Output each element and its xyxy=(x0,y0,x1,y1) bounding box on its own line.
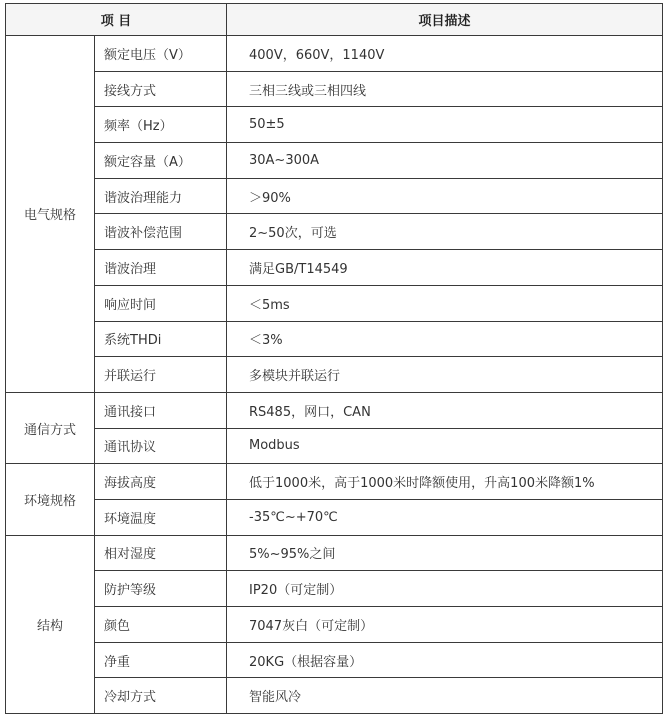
item-cell: 通讯协议 xyxy=(95,428,227,464)
table-row xyxy=(6,499,663,535)
table-row xyxy=(6,392,663,428)
category-cell: 环境规格 xyxy=(6,464,95,535)
header-item: 项 目 xyxy=(6,4,227,36)
header-row xyxy=(6,4,663,36)
description-cell: Modbus xyxy=(227,428,663,464)
description-cell: 多模块并联运行 xyxy=(227,357,663,393)
description-cell: 低于1000米，高于1000米时降额使用，升高100米降额1% xyxy=(227,464,663,500)
table-row xyxy=(6,464,663,500)
spec-body xyxy=(6,36,663,714)
category-cell: 电气规格 xyxy=(6,36,95,393)
table-row xyxy=(6,36,663,72)
description-cell: 20KG（根据容量） xyxy=(227,642,663,678)
table-row xyxy=(6,321,663,357)
description-cell: RS485，网口，CAN xyxy=(227,392,663,428)
description-cell: 智能风冷 xyxy=(227,678,663,714)
table-row xyxy=(6,71,663,107)
item-cell: 接线方式 xyxy=(95,71,227,107)
item-cell: 颜色 xyxy=(95,607,227,643)
item-cell: 并联运行 xyxy=(95,357,227,393)
header-description: 项目描述 xyxy=(227,4,663,36)
table-row xyxy=(6,214,663,250)
item-cell: 谐波补偿范围 xyxy=(95,214,227,250)
table-row xyxy=(6,107,663,143)
table-row xyxy=(6,357,663,393)
table-row xyxy=(6,143,663,179)
category-cell: 结构 xyxy=(6,535,95,713)
description-cell: 7047灰白（可定制） xyxy=(227,607,663,643)
item-cell: 系统THDi xyxy=(95,321,227,357)
description-cell: ＞90% xyxy=(227,178,663,214)
item-cell: 频率（Hz） xyxy=(95,107,227,143)
item-cell: 额定电压（V） xyxy=(95,36,227,72)
item-cell: 谐波治理能力 xyxy=(95,178,227,214)
description-cell: 5%~95%之间 xyxy=(227,535,663,571)
table-row xyxy=(6,678,663,714)
item-cell: 防护等级 xyxy=(95,571,227,607)
item-cell: 谐波治理 xyxy=(95,250,227,286)
description-cell: -35℃~+70℃ xyxy=(227,499,663,535)
description-cell: IP20（可定制） xyxy=(227,571,663,607)
table-row xyxy=(6,535,663,571)
description-cell: ＜3% xyxy=(227,321,663,357)
description-cell: 满足GB/T14549 xyxy=(227,250,663,286)
item-cell: 净重 xyxy=(95,642,227,678)
item-cell: 海拔高度 xyxy=(95,464,227,500)
table-row xyxy=(6,607,663,643)
description-cell: 30A~300A xyxy=(227,143,663,179)
item-cell: 环境温度 xyxy=(95,499,227,535)
table-row xyxy=(6,642,663,678)
description-cell: 2~50次，可选 xyxy=(227,214,663,250)
table-row xyxy=(6,178,663,214)
item-cell: 通讯接口 xyxy=(95,392,227,428)
description-cell: 50±5 xyxy=(227,107,663,143)
table-row xyxy=(6,571,663,607)
item-cell: 相对湿度 xyxy=(95,535,227,571)
table-row xyxy=(6,250,663,286)
item-cell: 响应时间 xyxy=(95,285,227,321)
table-row xyxy=(6,428,663,464)
item-cell: 冷却方式 xyxy=(95,678,227,714)
spec-table xyxy=(5,3,663,714)
table-row xyxy=(6,285,663,321)
item-cell: 额定容量（A） xyxy=(95,143,227,179)
description-cell: 三相三线或三相四线 xyxy=(227,71,663,107)
category-cell: 通信方式 xyxy=(6,392,95,463)
description-cell: ＜5ms xyxy=(227,285,663,321)
description-cell: 400V，660V，1140V xyxy=(227,36,663,72)
